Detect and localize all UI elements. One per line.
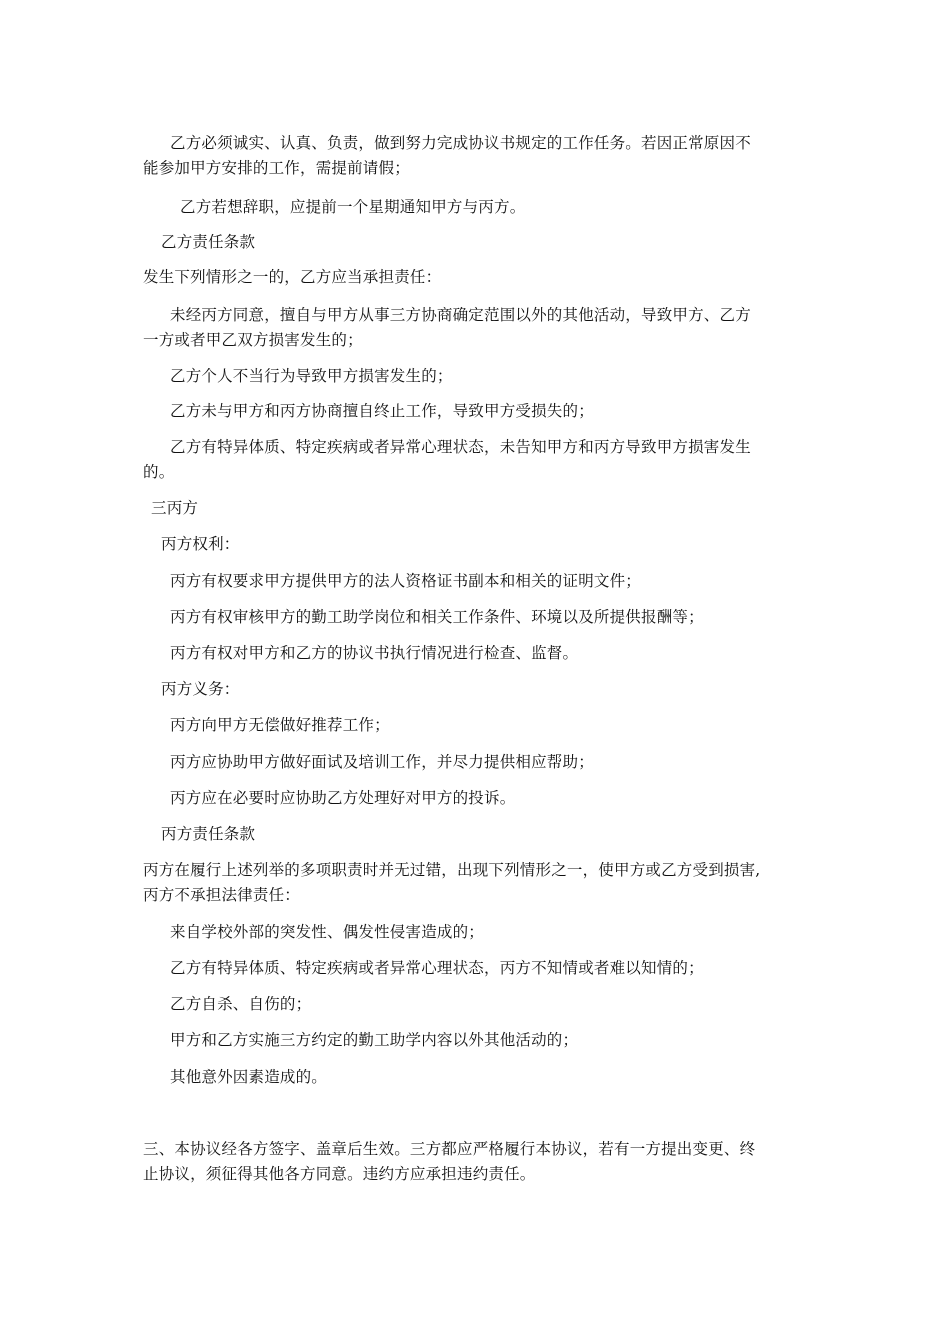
paragraph-line: 三、本协议经各方签字、盖章后生效。三方都应严格履行本协议，若有一方提出变更、终	[143, 1140, 756, 1158]
paragraph-line: 止协议，须征得其他各方同意。违约方应承担违约责任。	[143, 1165, 536, 1183]
paragraph-line: 乙方个人不当行为导致甲方损害发生的；	[170, 367, 453, 385]
paragraph-line: 丙方应协助甲方做好面试及培训工作，并尽力提供相应帮助；	[170, 753, 594, 771]
paragraph-line: 的。	[143, 463, 175, 481]
paragraph-line: 一方或者甲乙双方损害发生的；	[143, 331, 363, 349]
paragraph-line: 丙方应在必要时应协助乙方处理好对甲方的投诉。	[170, 789, 516, 807]
paragraph-line: 乙方必须诚实、认真、负责，做到努力完成协议书规定的工作任务。若因正常原因不	[170, 134, 751, 152]
paragraph-line: 来自学校外部的突发性、偶发性侵害造成的；	[170, 923, 485, 941]
paragraph-line: 甲方和乙方实施三方约定的勤工助学内容以外其他活动的；	[170, 1031, 579, 1049]
paragraph-line: 丙方有权审核甲方的勤工助学岗位和相关工作条件、环境以及所提供报酬等；	[170, 608, 704, 626]
paragraph-line: 丙方有权对甲方和乙方的协议书执行情况进行检查、监督。	[170, 644, 579, 662]
paragraph-line: 乙方有特异体质、特定疾病或者异常心理状态，未告知甲方和丙方导致甲方损害发生	[170, 438, 751, 456]
subsection-heading: 丙方权利：	[161, 535, 240, 553]
section-heading: 三丙方	[151, 499, 199, 517]
paragraph-line: 丙方向甲方无偿做好推荐工作；	[170, 716, 390, 734]
section-heading: 丙方责任条款	[161, 825, 256, 843]
paragraph-line: 其他意外因素造成的。	[170, 1068, 328, 1086]
paragraph-line: 发生下列情形之一的，乙方应当承担责任：	[143, 268, 442, 286]
section-heading: 乙方责任条款	[161, 233, 256, 251]
paragraph-line: 乙方自杀、自伤的；	[170, 995, 312, 1013]
paragraph-line: 丙方不承担法律责任：	[143, 886, 301, 904]
paragraph-line: 乙方有特异体质、特定疾病或者异常心理状态，丙方不知情或者难以知情的；	[170, 959, 704, 977]
paragraph-line: 丙方有权要求甲方提供甲方的法人资格证书副本和相关的证明文件；	[170, 572, 642, 590]
paragraph-line: 乙方若想辞职，应提前一个星期通知甲方与丙方。	[180, 198, 526, 216]
paragraph-line: 丙方在履行上述列举的多项职责时并无过错，出现下列情形之一，使甲方或乙方受到损害,	[143, 861, 761, 879]
paragraph-line: 未经丙方同意，擅自与甲方从事三方协商确定范围以外的其他活动，导致甲方、乙方	[170, 306, 751, 324]
paragraph-line: 能参加甲方安排的工作，需提前请假；	[143, 159, 410, 177]
paragraph-line: 乙方未与甲方和丙方协商擅自终止工作，导致甲方受损失的；	[170, 402, 594, 420]
subsection-heading: 丙方义务：	[161, 680, 240, 698]
